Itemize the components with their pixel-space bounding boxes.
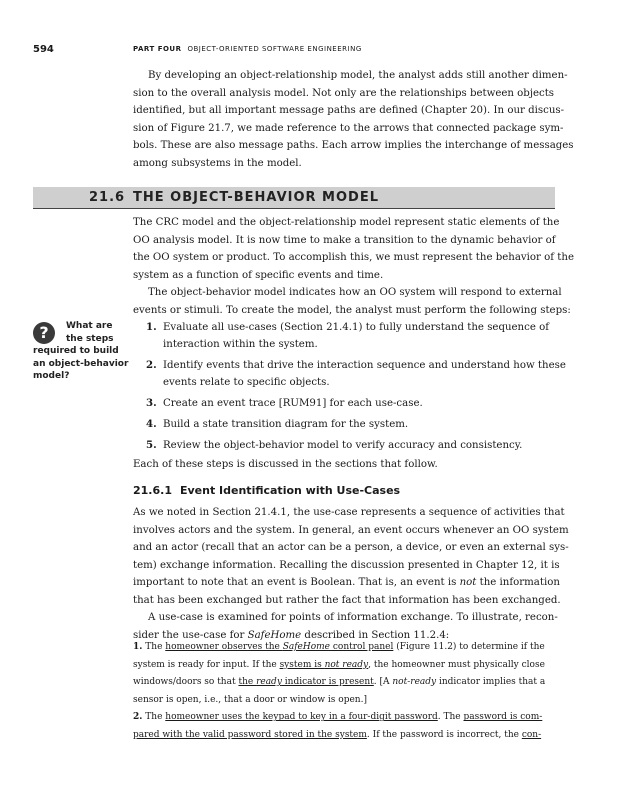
section-title: THE OBJECT-BEHAVIOR MODEL	[133, 190, 379, 205]
underlined-text: homeowner observes the	[165, 642, 283, 652]
underlined-text: not ready	[324, 659, 369, 670]
text-line: and an actor (recall that an actor can be a person, a device, or even an external sys-	[133, 542, 569, 553]
list-item	[146, 357, 566, 391]
text-line: identified, but all important message paths are defined (Chapter 20). In our discus-	[133, 105, 565, 116]
text-run: The	[145, 712, 166, 723]
item-number: 2.	[133, 712, 143, 723]
text-run: windows/doors so that	[133, 677, 239, 688]
subsection-heading	[133, 484, 408, 497]
text-line: A use-case is examined for points of information exchange. To illustrate, recon-	[148, 612, 558, 623]
section-body	[133, 214, 574, 319]
text-run: , the homeowner must physically close	[368, 659, 545, 670]
underlined-text: pared with the valid password stored in the system	[133, 729, 367, 740]
text-line: The CRC model and the object-relationship model represent static elements of the	[133, 217, 560, 228]
intro-paragraph	[133, 67, 574, 172]
step-text: Evaluate all use-cases (Section 21.4.1) to fully understand the sequence of	[163, 322, 549, 333]
text-line	[133, 727, 553, 745]
text-run: indicator implies that a	[436, 677, 546, 688]
text-run: . If the password is incorrect, the	[366, 729, 522, 740]
part-label: PART FOUR	[133, 45, 182, 53]
text-run: The	[145, 642, 166, 652]
list-item	[146, 395, 554, 412]
step-number: 3.	[146, 397, 157, 409]
text-line: the OO system or product. To accomplish this, we must represent the behavior of the	[133, 252, 574, 263]
text-run: important to note that an event is Boolean. That is, an event is	[133, 577, 460, 588]
margin-line: required to build	[33, 346, 119, 356]
running-header	[33, 44, 597, 58]
step-text: Create an event trace [RUM91] for each use-case.	[163, 398, 423, 409]
margin-note	[33, 320, 128, 383]
step-number: 5.	[146, 439, 157, 451]
text-line: Each of these steps is discussed in the sections that follow.	[133, 459, 438, 470]
text-line: As we noted in Section 21.4.1, the use-case represents a sequence of activities that	[133, 507, 565, 518]
running-head	[133, 45, 362, 53]
text-line	[133, 674, 553, 692]
underlined-text: homeowner uses the keypad to key in a four-digit password	[165, 712, 438, 723]
text-line: bols. These are also message paths. Each arrow implies the interchange of messages	[133, 140, 574, 151]
text-run: sider the use-case for	[133, 629, 248, 641]
underlined-text: system is	[279, 659, 325, 670]
text-line: The object-behavior model indicates how an OO system will respond to external	[148, 287, 562, 298]
step-text: Build a state transition diagram for the system.	[163, 419, 409, 430]
text-line	[133, 639, 553, 657]
item-number: 1.	[133, 642, 143, 652]
underlined-text: SafeHome	[282, 642, 331, 652]
section-heading	[33, 187, 555, 209]
text-line: OO analysis model. It is now time to make a transition to the dynamic behavior of	[133, 234, 556, 246]
text-line	[133, 574, 560, 592]
underlined-text: ready	[256, 677, 282, 688]
step-text: interaction within the system.	[163, 339, 318, 350]
section-number: 21.6	[89, 190, 126, 205]
step-number: 1.	[146, 321, 157, 333]
text-line: system as a function of specific events and time.	[133, 269, 384, 281]
subsection-title: Event Identification with Use-Cases	[179, 484, 401, 497]
text-line	[133, 657, 553, 675]
text-line	[133, 709, 553, 727]
text-line: sion of Figure 21.7, we made reference to the arrows that connected package sym-	[133, 122, 564, 134]
margin-line: the steps	[66, 333, 114, 344]
text-line: By developing an object-relationship model, the analyst adds still another dimen-	[148, 70, 568, 81]
text-run: system is ready for input. If the	[133, 659, 280, 670]
steps-list	[146, 319, 566, 458]
subsection-number: 21.6.1	[133, 484, 172, 497]
text-run: . The	[437, 712, 464, 723]
text-line: involves actors and the system. In general, an event occurs whenever an OO system	[133, 524, 569, 536]
text-line: sion to the overall analysis model. Not only are the relationships between objects	[133, 87, 555, 99]
page-number: 594	[33, 44, 54, 55]
margin-line: an object-behavior	[33, 358, 129, 369]
text-line: among subsystems in the model.	[133, 157, 302, 169]
question-icon: ?	[33, 322, 55, 344]
emphasis: not	[459, 577, 477, 588]
margin-line: What are	[66, 321, 113, 331]
step-number: 4.	[146, 418, 157, 430]
underlined-text: the	[238, 677, 257, 688]
underlined-text: con-	[521, 729, 542, 740]
steps-followup	[133, 456, 553, 474]
text-line: tem) exchange information. Recalling the discussion presented in Chapter 12, it is	[133, 559, 560, 571]
text-run: (Figure 11.2) to determine if the	[393, 642, 545, 652]
text-run: the information	[476, 577, 560, 588]
text-line: sensor is open, i.e., that a door or window is open.]	[133, 694, 367, 705]
step-text: Review the object-behavior model to verify accuracy and consistency.	[163, 440, 523, 451]
underlined-text: indicator is present	[281, 677, 374, 688]
emphasis: not-ready	[392, 677, 437, 688]
text-line: that has been exchanged but rather the fact that information has been exchanged.	[133, 594, 561, 606]
list-item	[146, 416, 554, 433]
underlined-text: control panel	[330, 642, 394, 652]
emphasis: SafeHome	[247, 629, 302, 641]
part-title: OBJECT-ORIENTED SOFTWARE ENGINEERING	[187, 45, 362, 53]
use-case-excerpt	[133, 639, 553, 745]
step-number: 2.	[146, 359, 157, 371]
list-item	[146, 437, 554, 454]
subsection-body	[133, 504, 569, 644]
text-run: described in Section 11.2.4:	[301, 629, 450, 641]
underlined-text: password is com-	[463, 712, 543, 723]
margin-line: model?	[33, 371, 70, 381]
list-item	[146, 319, 554, 353]
text-run: . [A	[373, 677, 393, 688]
step-text: events relate to specific objects.	[163, 377, 330, 388]
step-text: Identify events that drive the interaction sequence and understand how these	[163, 360, 566, 371]
text-line: events or stimuli. To create the model, the analyst must perform the following steps:	[133, 304, 571, 316]
